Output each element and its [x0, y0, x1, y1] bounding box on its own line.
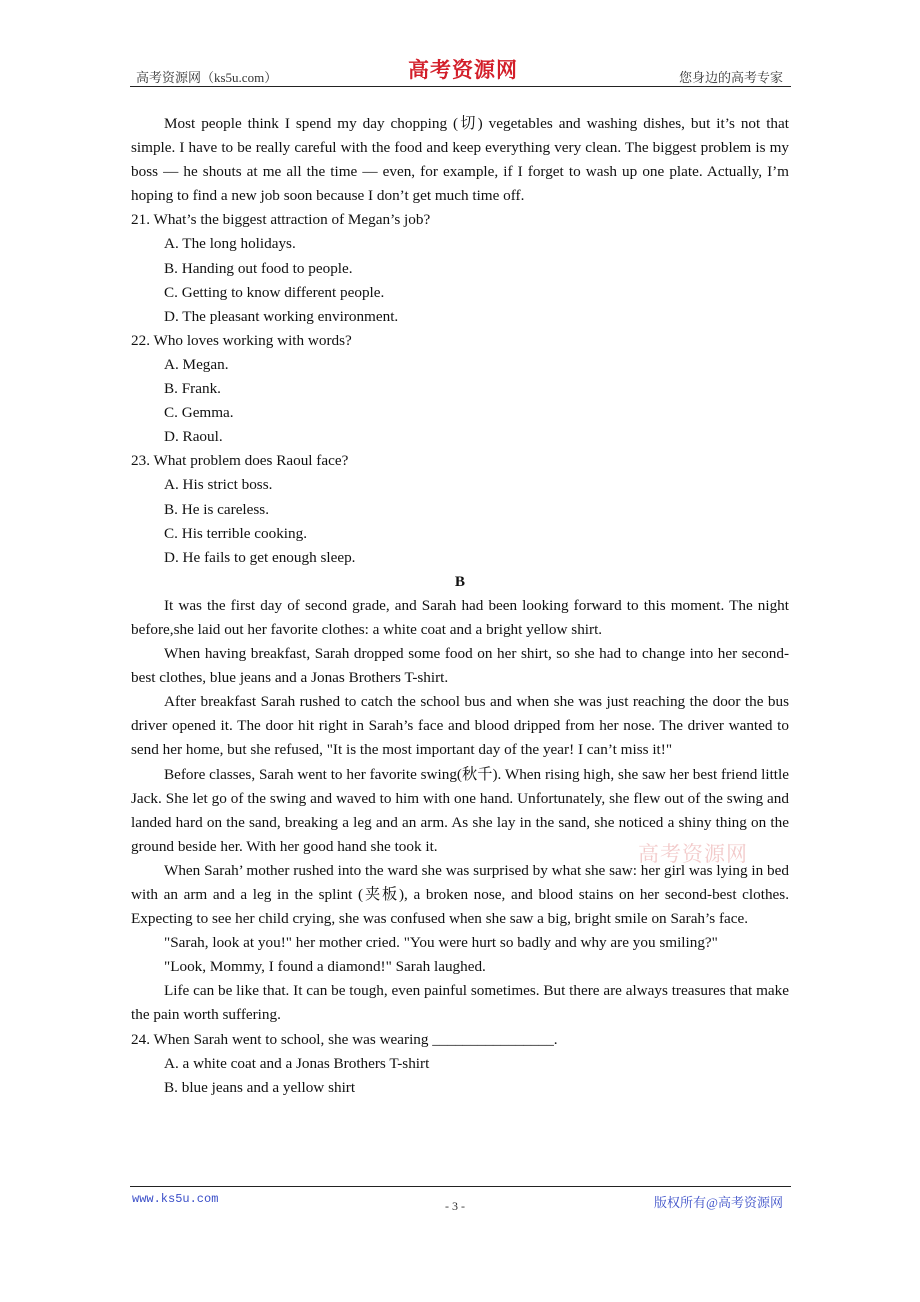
question-23-option-a: A. His strict boss.	[164, 476, 273, 494]
footer-copyright: 版权所有@高考资源网	[654, 1195, 783, 1210]
question-23-option-c: C. His terrible cooking.	[164, 524, 307, 542]
question-22-stem: 22. Who loves working with words?	[131, 331, 352, 349]
passage-b-paragraph-5: When Sarah’ mother rushed into the ward she was surprised by what she saw: her girl was lying in bed with an arm and a leg in the splint (夹板), a broken nose, and blood stains on her second-best clothes. Expecting to see her child crying, she was confused when she saw a big, bright smile on Sarah’s face.	[131, 861, 789, 928]
header-logo: 高考资源网	[408, 58, 518, 82]
question-23-option-d: D. He fails to get enough sleep.	[164, 548, 356, 566]
page-number: - 3 -	[445, 1199, 465, 1213]
passage-b-paragraph-3: After breakfast Sarah rushed to catch the school bus and when she was just reaching the door the bus driver opened it. The door hit right in Sarah’s face and blood dripped from her nose. The driver wanted to send her home, but she refused, "It is the most important day of the year! I can’t miss it!"	[131, 693, 789, 759]
passage-b-paragraph-1: It was the first day of second grade, and Sarah had been looking forward to this moment. The night before,she laid out her favorite clothes: a white coat and a bright yellow shirt.	[131, 596, 789, 638]
question-22-option-d: D. Raoul.	[164, 428, 223, 446]
page-footer	[130, 1186, 791, 1213]
intro-paragraph: Most people think I spend my day chopping (切) vegetables and washing dishes, but it’s not that simple. I have to be really careful with the food and keep everything very clean. The biggest problem is my boss — he shouts at me all the time — even, for example, if I forget to wash up one plate. Actually, I’m hoping to find a new job soon because I don’t get much time off.	[131, 115, 789, 205]
passage-b-paragraph-7: "Look, Mommy, I found a diamond!" Sarah laughed.	[164, 958, 486, 976]
question-22-option-a: A. Megan.	[164, 355, 229, 373]
question-21-option-b: B. Handing out food to people.	[164, 259, 353, 277]
page-header	[130, 52, 791, 87]
question-24-stem: 24. When Sarah went to school, she was wearing ________________.	[131, 1030, 558, 1048]
watermark: 高考资源网	[638, 842, 748, 866]
question-24-option-a: A. a white coat and a Jonas Brothers T-shirt	[164, 1054, 430, 1072]
question-21-option-c: C. Getting to know different people.	[164, 283, 385, 301]
question-22-option-c: C. Gemma.	[164, 404, 234, 422]
question-21-stem: 21. What’s the biggest attraction of Megan’s job?	[131, 211, 431, 229]
question-21-option-a: A. The long holidays.	[164, 235, 296, 253]
passage-b-paragraph-6: "Sarah, look at you!" her mother cried. "You were hurt so badly and why are you smiling?"	[164, 934, 718, 952]
document-body	[131, 112, 789, 1100]
header-slogan: 您身边的高考专家	[678, 70, 783, 85]
footer-url[interactable]: www.ks5u.com	[132, 1192, 219, 1206]
question-22-option-b: B. Frank.	[164, 380, 221, 398]
section-b-title: B	[454, 572, 466, 590]
header-site-name: 高考资源网（ks5u.com）	[136, 70, 278, 85]
question-24-option-b: B. blue jeans and a yellow shirt	[164, 1078, 356, 1096]
question-23-option-b: B. He is careless.	[164, 500, 270, 518]
question-21-option-d: D. The pleasant working environment.	[164, 307, 399, 325]
passage-b-paragraph-4: Before classes, Sarah went to her favorite swing(秋千). When rising high, she saw her best friend little Jack. She let go of the swing and waved to him with one hand. Unfortunately, she flew out of the swing and landed hard on the sand, breaking a leg and an arm. As she lay in the sand, she noticed a shiny thing on the ground beside her. With her good hand she took it.	[131, 765, 789, 855]
question-23-stem: 23. What problem does Raoul face?	[131, 452, 349, 470]
passage-b-paragraph-2: When having breakfast, Sarah dropped some food on her shirt, so she had to change into her second-best clothes, blue jeans and a Jonas Brothers T-shirt.	[131, 645, 789, 687]
passage-b-paragraph-8: Life can be like that. It can be tough, even painful sometimes. But there are always treasures that make the pain worth suffering.	[131, 982, 789, 1024]
